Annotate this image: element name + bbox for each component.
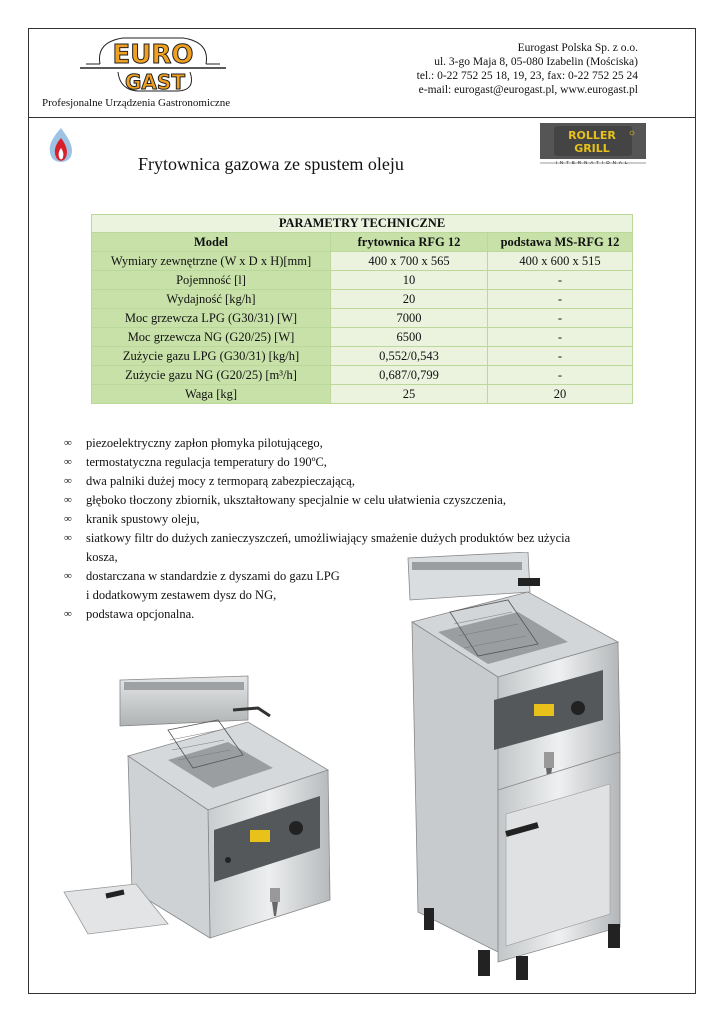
row-label: Moc grzewcza LPG (G30/31) [W] (92, 309, 331, 328)
header-model: Model (92, 233, 331, 252)
company-name: Eurogast Polska Sp. z o.o. (517, 42, 638, 54)
fryer-value: 10 (331, 271, 488, 290)
feature-text: siatkowy filtr do dużych zanieczyszczeń, umożliwiający smażenie dużych produktów bez użycia (86, 531, 571, 545)
fryer-value: 0,552/0,543 (331, 347, 488, 366)
row-label: Wydajność [kg/h] (92, 290, 331, 309)
stand-value: - (488, 328, 633, 347)
infinity-bullet-icon: ∞ (64, 513, 72, 525)
brand-text-1: ROLLER (568, 129, 616, 142)
stand-value: - (488, 347, 633, 366)
fryer-value: 6500 (331, 328, 488, 347)
page-title: Frytownica gazowa ze spustem oleju (138, 154, 404, 174)
logo-text-bottom: GAST (125, 70, 185, 94)
fryer-photo (58, 660, 338, 950)
feature-item (64, 453, 664, 472)
company-info (417, 41, 638, 97)
feature-item (64, 472, 664, 491)
tagline: Profesjonalne Urządzenia Gastronomiczne (42, 97, 231, 109)
header-stand: podstawa MS-RFG 12 (488, 233, 633, 252)
row-label: Pojemność [l] (92, 271, 331, 290)
fryer-value: 25 (331, 385, 488, 404)
stand-value: - (488, 309, 633, 328)
row-label: Zużycie gazu NG (G20/25) [m³/h] (92, 366, 331, 385)
infinity-bullet-icon: ∞ (64, 532, 72, 544)
feature-text: podstawa opcjonalna. (86, 607, 195, 621)
feature-text: piezoelektryczny zapłon płomyka pilotującego, (86, 436, 323, 450)
table-row (92, 347, 633, 366)
fryer-value: 20 (331, 290, 488, 309)
company-email: e-mail: eurogast@eurogast.pl, www.eurogast.pl (418, 84, 638, 96)
feature-text: termostatyczna regulacja temperatury do 190ºC, (86, 455, 327, 469)
table-row (92, 366, 633, 385)
fryer-value: 0,687/0,799 (331, 366, 488, 385)
logo-text-top: EURO (112, 40, 194, 70)
feature-text: kosza, (86, 550, 118, 564)
table-row (92, 252, 633, 271)
gas-flame-icon (46, 126, 76, 166)
fryer-on-stand-photo (398, 552, 640, 982)
fryer-value: 400 x 700 x 565 (331, 252, 488, 271)
infinity-bullet-icon: ∞ (64, 608, 72, 620)
feature-item (64, 510, 664, 529)
feature-text: głęboko tłoczony zbiornik, ukształtowany specjalnie w celu ułatwienia czyszczenia, (86, 493, 506, 507)
table-row (92, 290, 633, 309)
stand-value: - (488, 271, 633, 290)
feature-text: kranik spustowy oleju, (86, 512, 200, 526)
eurogast-logo (78, 34, 228, 94)
table-row (92, 328, 633, 347)
stand-value: 400 x 600 x 515 (488, 252, 633, 271)
feature-item (64, 491, 664, 510)
table-row (92, 385, 633, 404)
feature-text: dostarczana w standardzie z dyszami do gazu LPG (86, 569, 340, 583)
company-address: ul. 3-go Maja 8, 05-080 Izabelin (Mościska) (434, 56, 638, 68)
brand-text-2: GRILL (574, 142, 610, 155)
table-caption: PARAMETRY TECHNICZNE (92, 215, 633, 233)
stand-value: 20 (488, 385, 633, 404)
row-label: Wymiary zewnętrzne (W x D x H)[mm] (92, 252, 331, 271)
stand-value: - (488, 366, 633, 385)
infinity-bullet-icon: ∞ (64, 437, 72, 449)
brand-subtitle: INTERNATIONAL (555, 160, 631, 165)
header-fryer: frytownica RFG 12 (331, 233, 488, 252)
infinity-bullet-icon: ∞ (64, 456, 72, 468)
infinity-bullet-icon: ∞ (64, 475, 72, 487)
row-label: Moc grzewcza NG (G20/25) [W] (92, 328, 331, 347)
infinity-bullet-icon: ∞ (64, 570, 72, 582)
infinity-bullet-icon: ∞ (64, 494, 72, 506)
table-row (92, 309, 633, 328)
fryer-value: 7000 (331, 309, 488, 328)
table-header-row (92, 233, 633, 252)
row-label: Zużycie gazu LPG (G30/31) [kg/h] (92, 347, 331, 366)
row-label: Waga [kg] (92, 385, 331, 404)
feature-item (64, 529, 664, 548)
feature-text: i dodatkowym zestawem dysz do NG, (86, 588, 277, 602)
feature-text: dwa palniki dużej mocy z termoparą zabezpieczającą, (86, 474, 355, 488)
stand-value: - (488, 290, 633, 309)
company-phone: tel.: 0-22 752 25 18, 19, 23, fax: 0-22 752 25 24 (416, 70, 638, 82)
table-row (92, 271, 633, 290)
spec-table (91, 214, 633, 404)
feature-item (64, 434, 664, 453)
header-divider (28, 117, 696, 118)
